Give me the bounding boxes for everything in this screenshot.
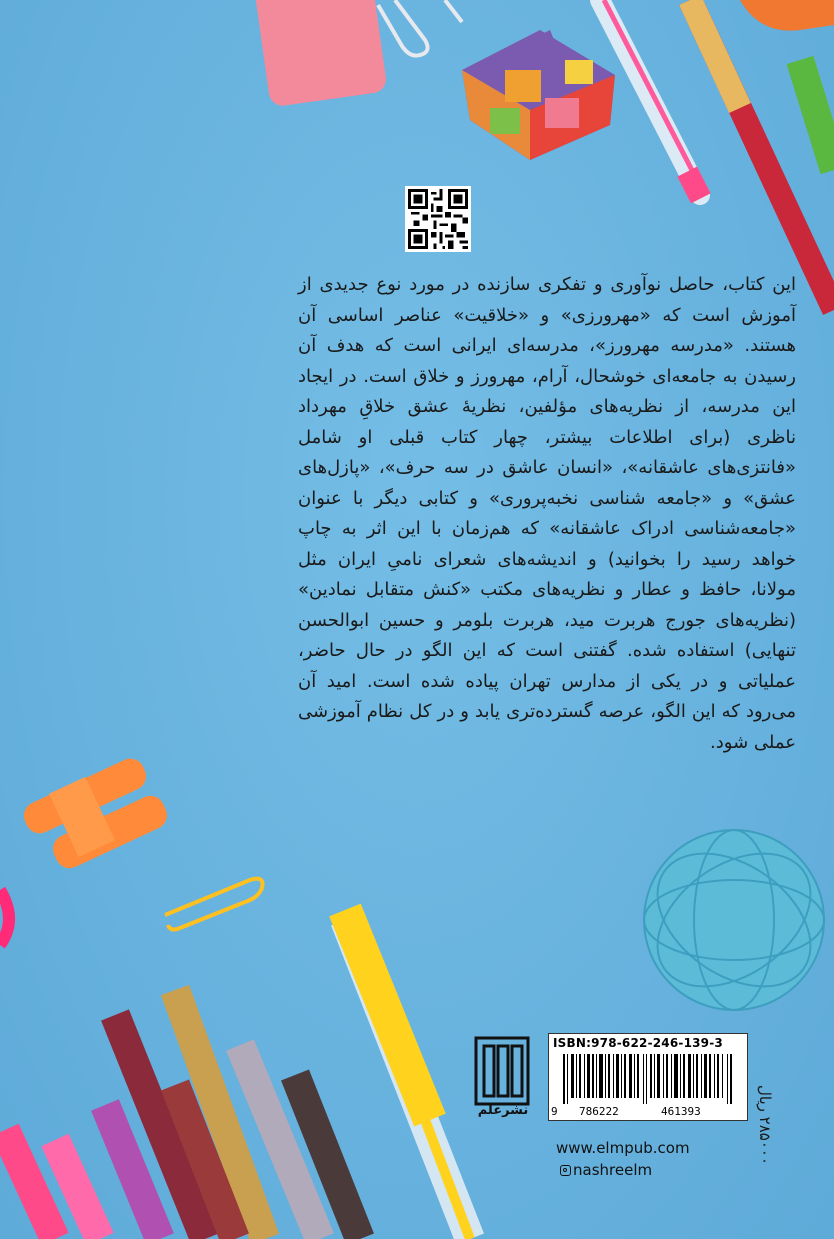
instagram-icon: [560, 1165, 571, 1176]
isbn-label: ISBN:978-622-246-139-3: [553, 1036, 723, 1050]
barcode-digits-left: 786222: [579, 1105, 619, 1118]
barcode-icon: [557, 1054, 741, 1104]
publisher-website: www.elmpub.com: [556, 1139, 690, 1157]
isbn-barcode-box: [548, 1033, 748, 1121]
price-label: ۲۸۵۰۰۰ ریال: [756, 1085, 774, 1165]
decorative-stationery-bottom: [0, 740, 834, 1239]
back-cover-blurb: [298, 270, 796, 758]
barcode-digits-right: 461393: [661, 1105, 701, 1118]
barcode-digit-first: 9: [551, 1105, 558, 1118]
blurb-paragraph: این کتاب، حاصل نوآوری و تفکری سازنده در مورد نوع جدیدی از آموزش است که «مهرورزی» و «خلاقیت» عناصر اساسی آن هستند. «مدرسه مهرورز»، مدرسه‌ای ایرانی است که هدف آن رسیدن به جامعه‌ای خوشحال، آرام، مهرورز و خلاق است. در ایجاد این مدرسه، از نظریه‌های مؤلفین، نظریهٔ عشق خلاقِ مهرداد ناظری (برای اطلاعات بیشتر، چهار کتاب قبلی او شامل «فانتزی‌های عاشقانه»، «انسان عاشق در سه حرف»، «پازل‌های عشق» و «جامعه شناسی نخبه‌پروری» و کتابی دیگر با عنوان «جامعه‌شناسی ادراک عاشقانه» که هم‌زمان با این اثر به چاپ خواهد رسید را بخوانید) و اندیشه‌های شعرای نامیِ ایران مثل مولانا، حافظ و عطار و نظریه‌های مکتب «کنش متقابل نمادین» (نظریه‌های جورج هربرت مید، هربرت بلومر و حسین ابوالحسن تنهایی) استفاده شده. گفتنی است که این الگو در حال حاضر، عملیاتی و در یکی از مدارس تهران پیاده شده است. امید آن می‌رود که این الگو، عرصه گسترده‌تری یابد و در کل نظام آموزشی عملی شود.: [298, 274, 796, 753]
publisher-name: نشرعلم: [477, 1103, 529, 1118]
instagram-handle: nashreelm: [573, 1161, 653, 1179]
qr-code-icon: [405, 186, 471, 252]
publisher-instagram: [560, 1161, 652, 1179]
